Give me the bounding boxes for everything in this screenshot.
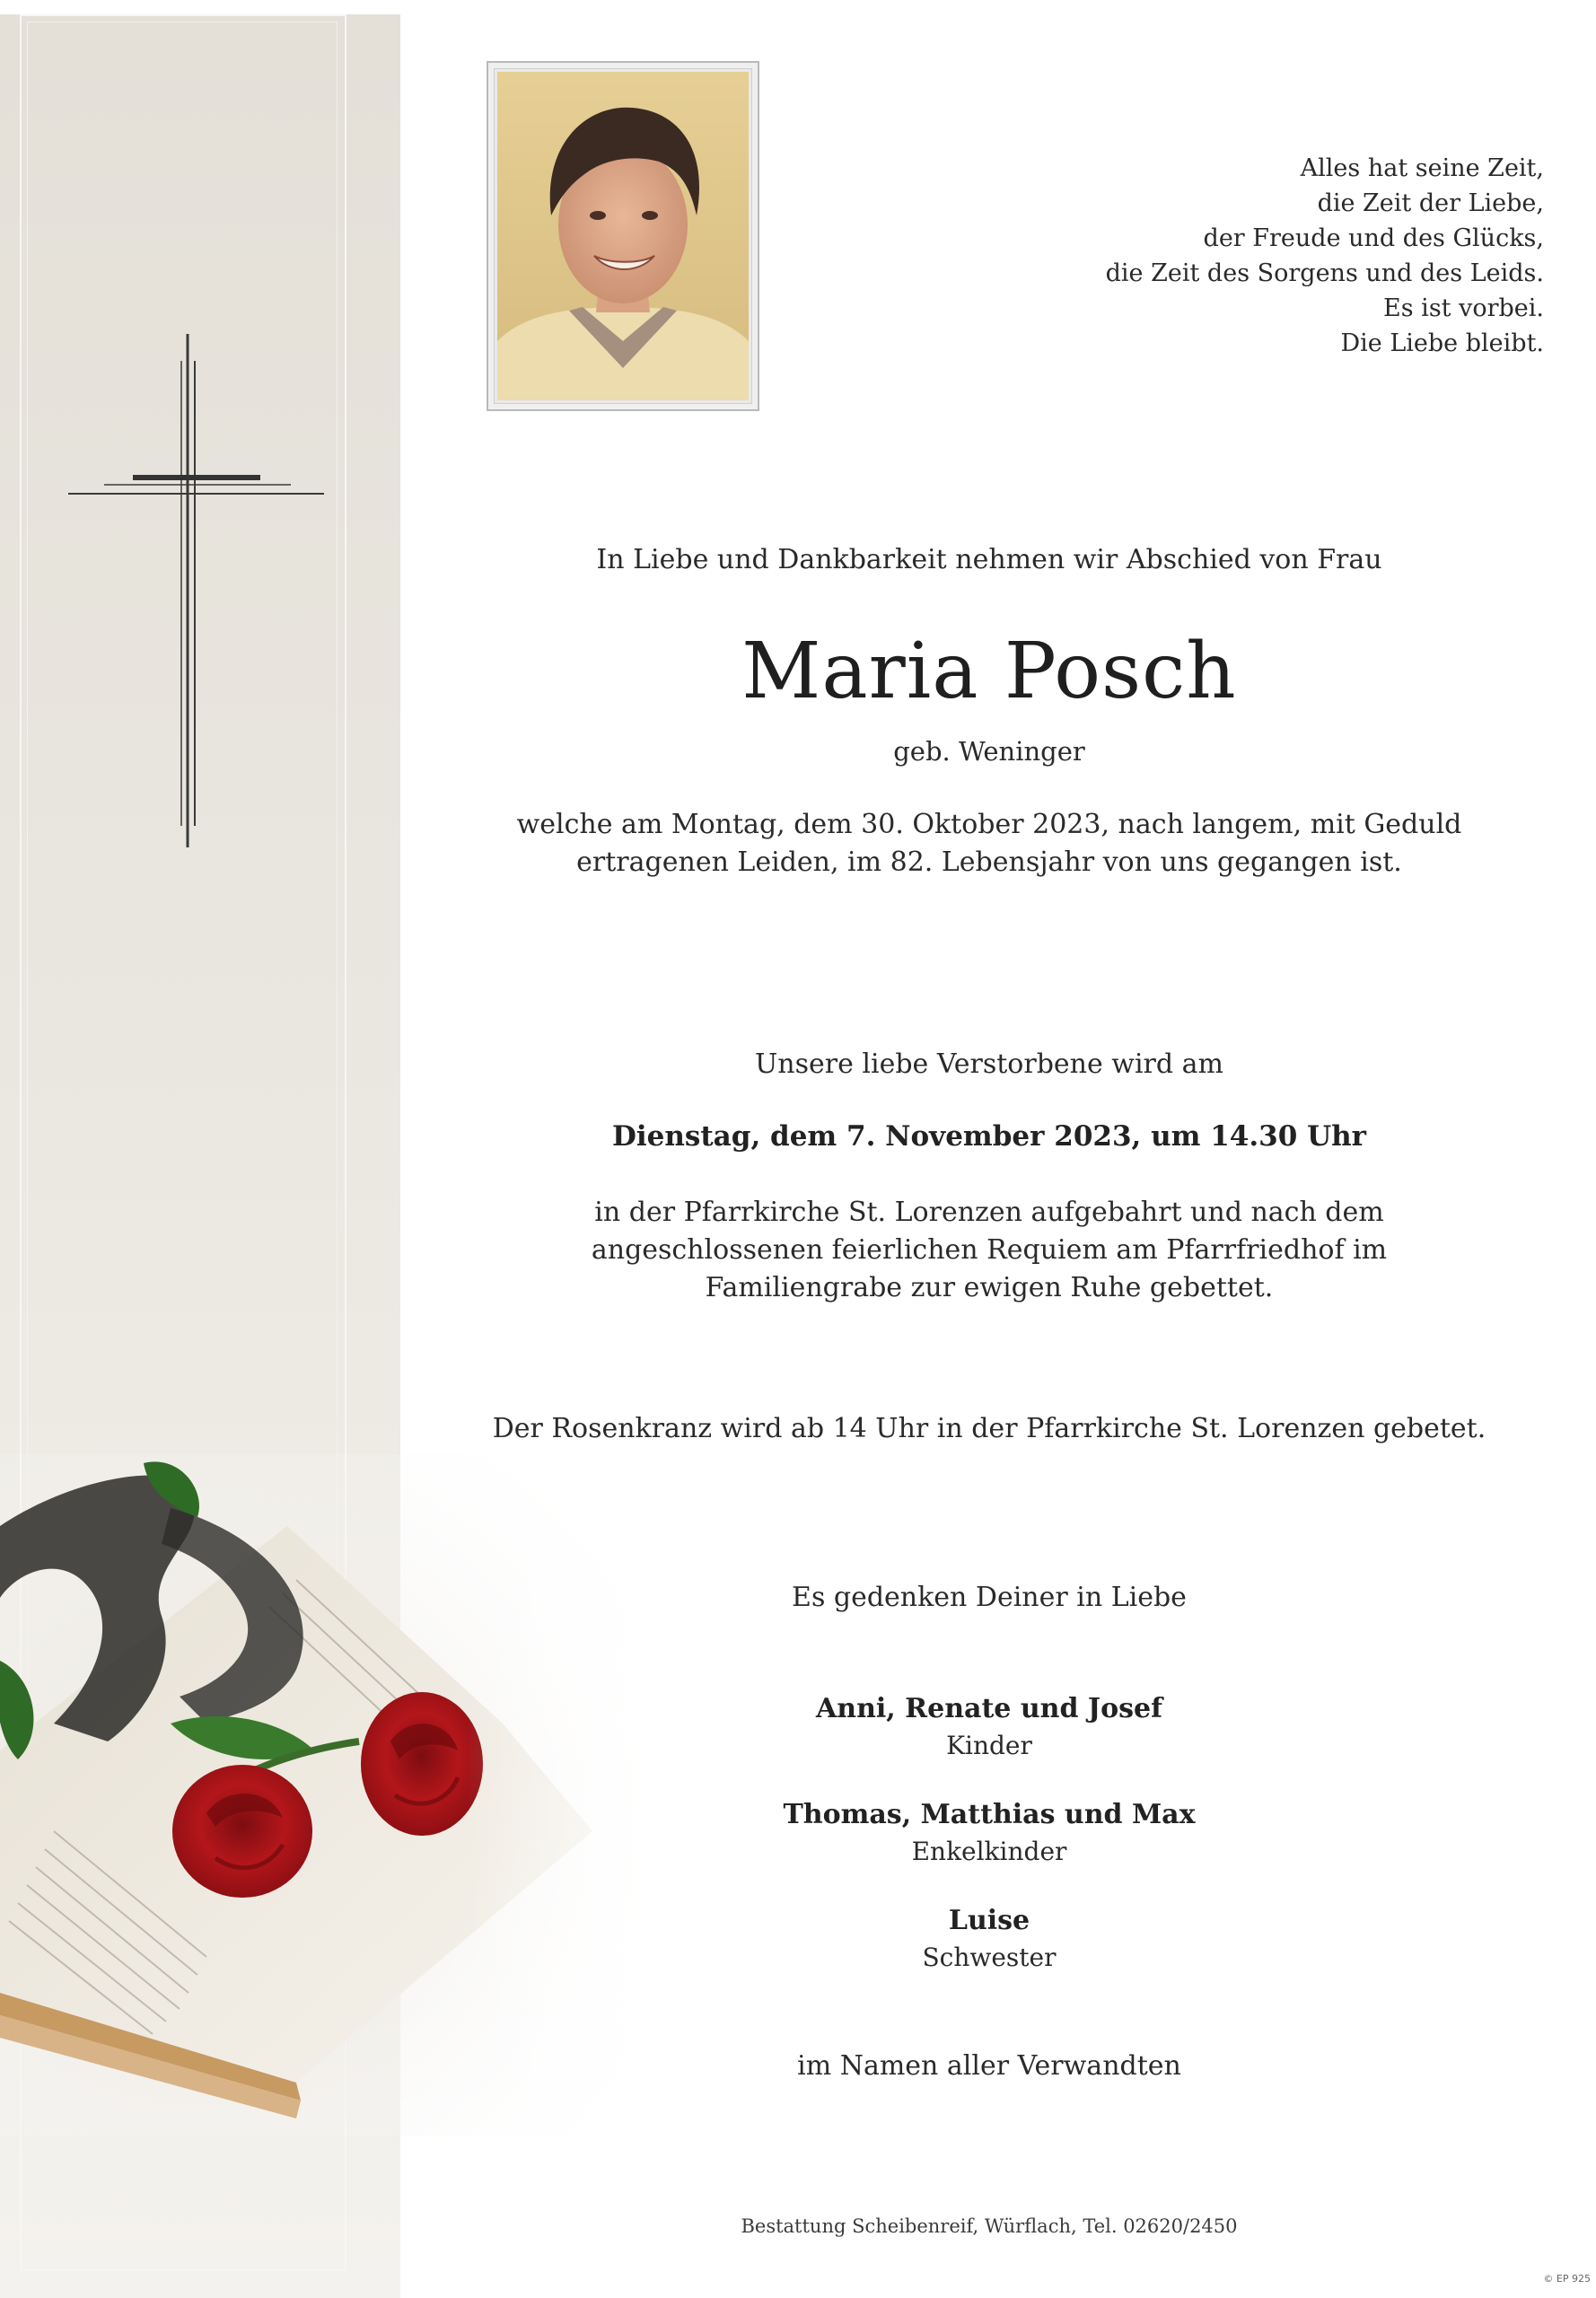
quote-line: der Freude und des Glücks, [1203,224,1544,252]
quote-line: die Zeit der Liebe, [1317,189,1544,217]
burial-details [400,1194,1578,1307]
burial-intro: Unsere liebe Verstorbene wird am [755,1048,1223,1080]
bible-roses-photo [0,1454,718,2136]
burial-line: angeschlossenen feierlichen Requiem am Pfarrfriedhof im [591,1234,1388,1266]
mourner-relation: Enkelkinder [911,1837,1067,1866]
signoff: im Namen aller Verwandten [797,2050,1181,2082]
poem-quote [1106,151,1544,361]
farewell-intro: In Liebe und Dankbarkeit nehmen wir Abschied von Frau [596,544,1382,575]
death-line: welche am Montag, dem 30. Oktober 2023, nach langem, mit Geduld [516,809,1462,840]
portrait-photo [497,72,749,400]
mourners-intro: Es gedenken Deiner in Liebe [792,1582,1187,1613]
mourner-names: Anni, Renate und Josef [816,1693,1162,1724]
quote-line: Alles hat seine Zeit, [1300,154,1544,182]
maiden-name: geb. Weninger [893,736,1085,767]
mourner-names: Thomas, Matthias und Max [783,1799,1196,1830]
mourner-relation: Kinder [946,1731,1032,1760]
quote-line: Die Liebe bleibt. [1340,329,1544,357]
mourner-relation: Schwester [922,1943,1057,1972]
burial-line: in der Pfarrkirche St. Lorenzen aufgebahrt und nach dem [594,1197,1384,1228]
burial-date: Dienstag, dem 7. November 2023, um 14.30 Uhr [611,1120,1367,1153]
portrait-frame [487,61,759,411]
print-code: © EP 925 [1543,2273,1591,2285]
death-line: ertragenen Leiden, im 82. Lebensjahr von uns gegangen ist. [576,846,1402,878]
mourner-names: Luise [948,1905,1030,1936]
cross-icon [68,334,329,847]
deceased-name: Maria Posch [741,627,1237,716]
quote-line: Es ist vorbei. [1383,294,1544,322]
quote-line: die Zeit des Sorgens und des Leids. [1105,259,1544,287]
rosary-notice: Der Rosenkranz wird ab 14 Uhr in der Pfarrkirche St. Lorenzen gebetet. [492,1413,1486,1444]
death-statement [400,806,1578,881]
burial-line: Familiengrabe zur ewigen Ruhe gebettet. [705,1272,1274,1303]
undertaker-footer: Bestattung Scheibenreif, Würflach, Tel. 02620/2450 [741,2215,1238,2237]
